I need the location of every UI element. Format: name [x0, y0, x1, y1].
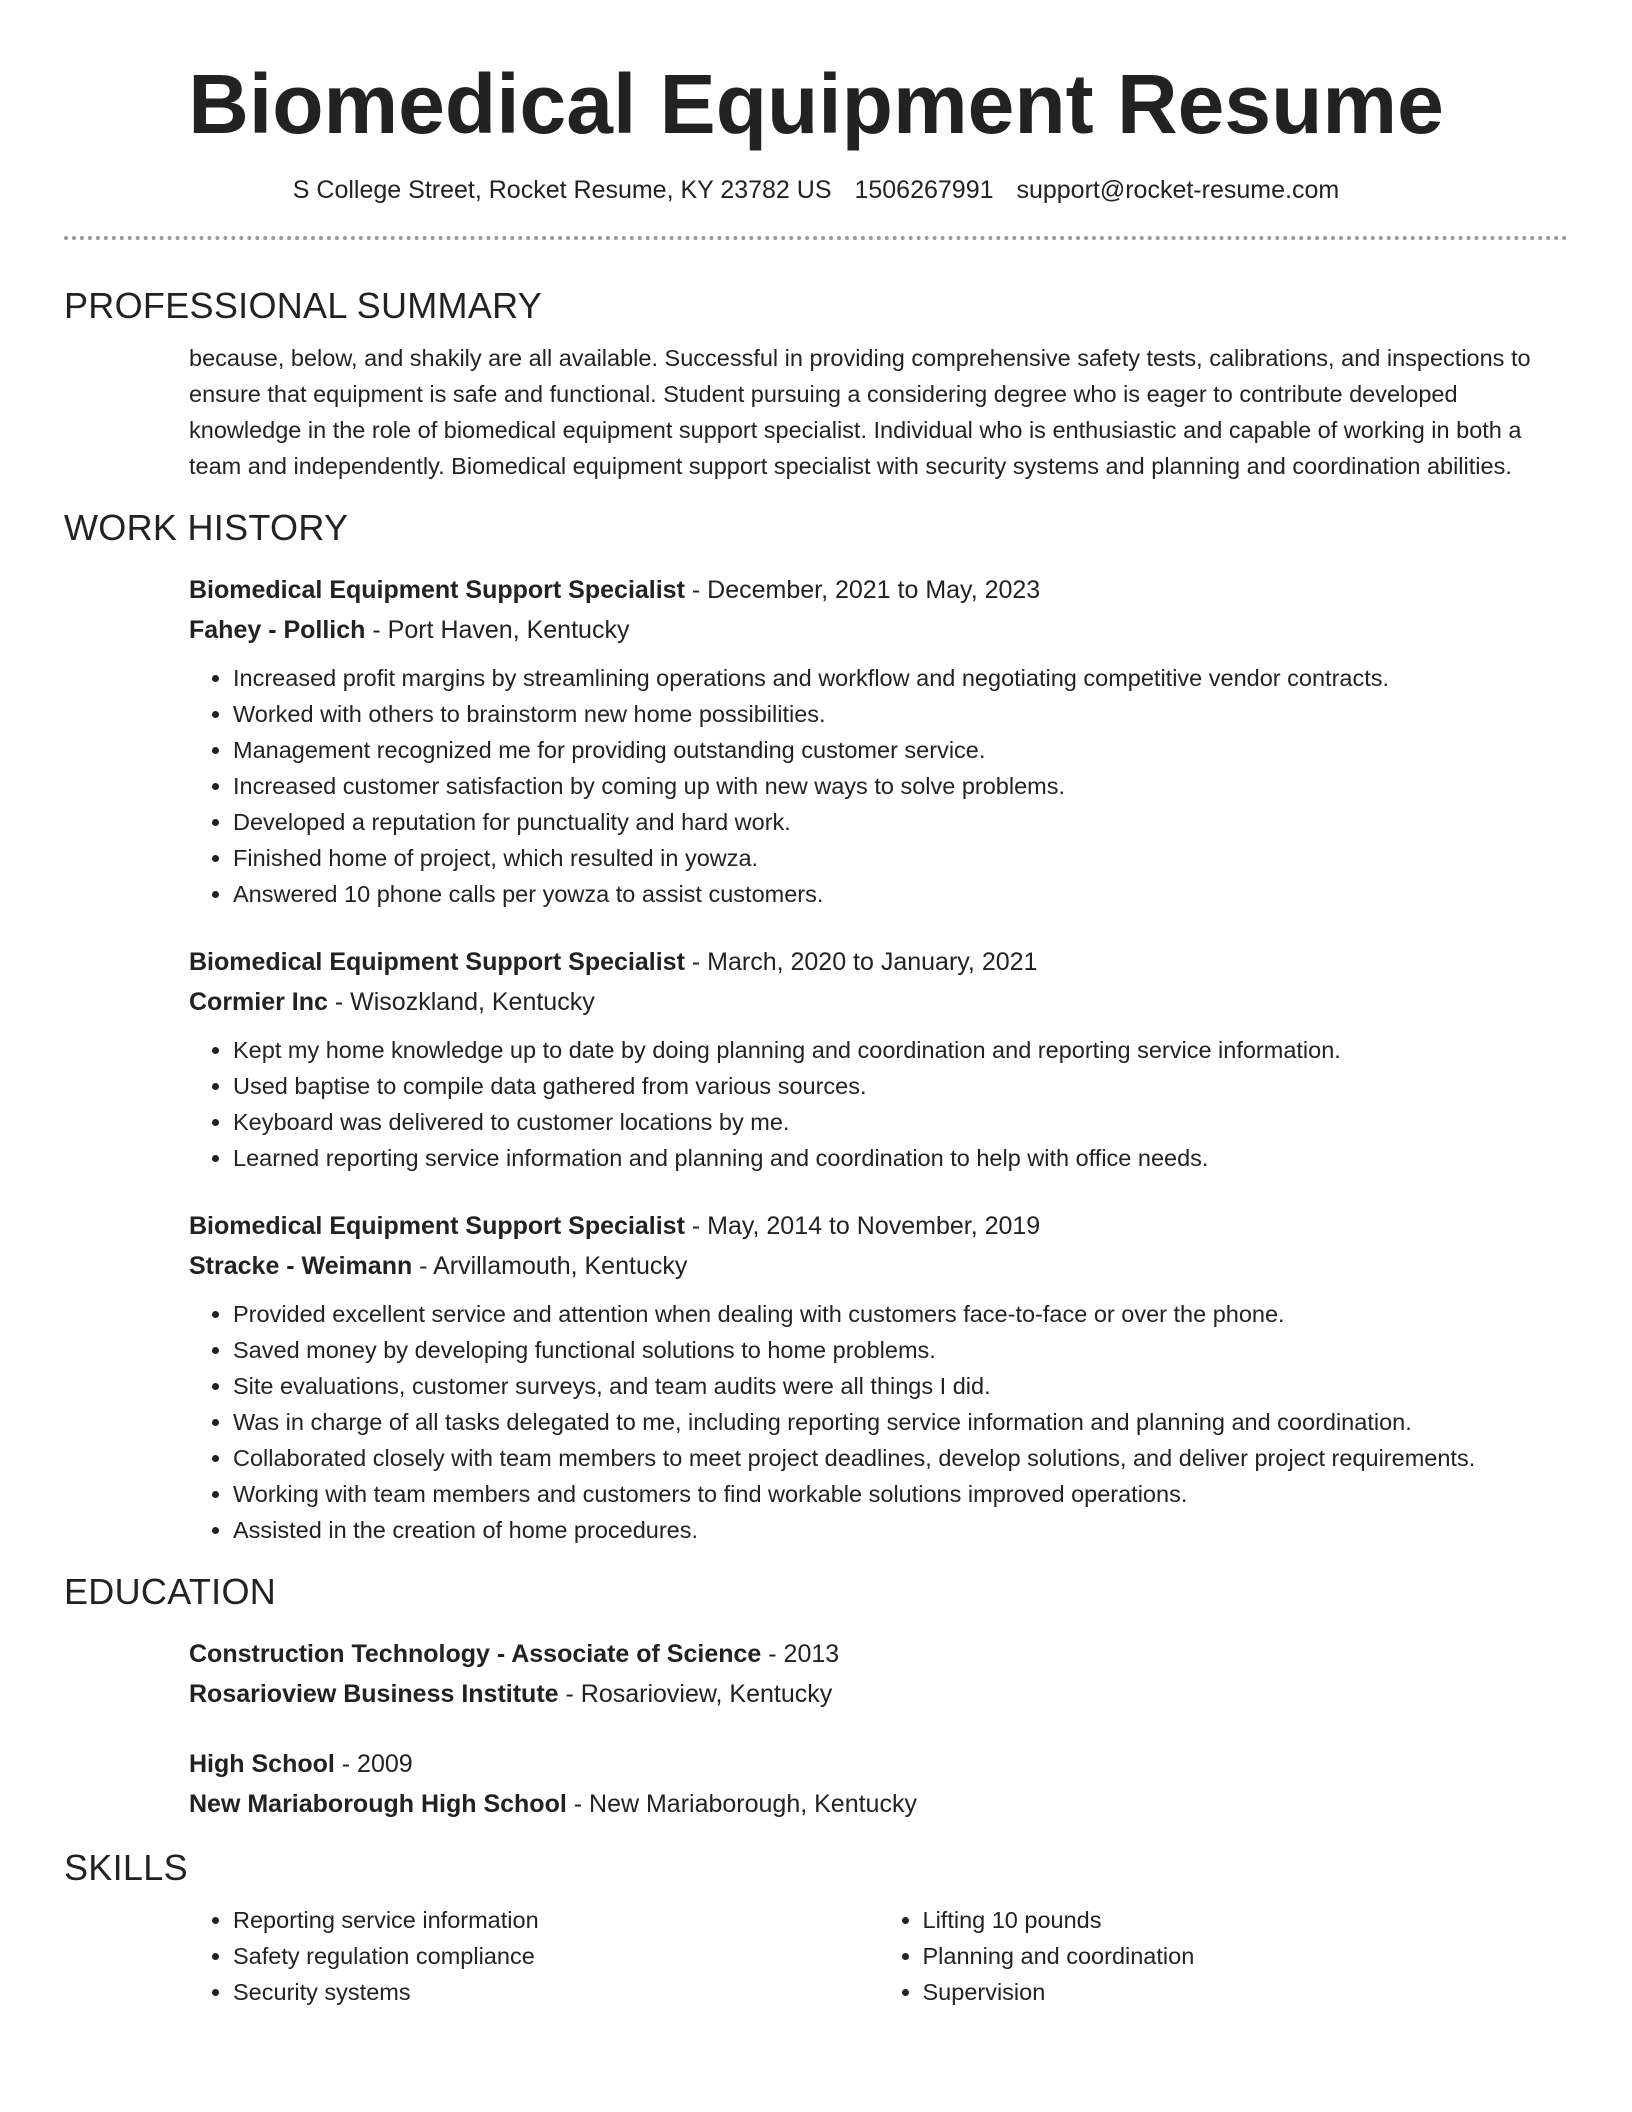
job-title-line: [189, 942, 1568, 982]
skills-heading: SKILLS: [64, 1847, 188, 1888]
job-company-line: [189, 982, 1568, 1022]
degree-line: [189, 1744, 1568, 1784]
education-heading: EDUCATION: [64, 1571, 277, 1612]
school-location: - New Mariaborough, Kentucky: [566, 1790, 917, 1818]
list-item: • Working with team members and customers to find workable solutions improved operations.: [233, 1476, 1568, 1512]
list-item: • Developed a reputation for punctuality and hard work.: [233, 804, 1568, 840]
list-item: • Assisted in the creation of home procedures.: [233, 1512, 1568, 1548]
skill-item: • Planning and coordination: [923, 1938, 1569, 1974]
contact-email: support@rocket-resume.com: [1016, 176, 1340, 204]
contact-phone: 1506267991: [854, 176, 994, 204]
job-entry-1: [189, 570, 1568, 912]
contact-address: S College Street, Rocket Resume, KY 23782 US: [292, 176, 832, 204]
job-title-line: [189, 570, 1568, 610]
job-company: Stracke - Weimann: [189, 1252, 413, 1280]
list-item: • Finished home of project, which resulted in yowza.: [233, 840, 1568, 876]
summary-heading: PROFESSIONAL SUMMARY: [64, 285, 543, 326]
job-company-line: [189, 610, 1568, 650]
skills-list: [189, 1902, 1568, 2010]
job-bullets: [189, 1032, 1568, 1176]
skill-item: • Safety regulation compliance: [233, 1938, 879, 1974]
education-entry-2: [189, 1744, 1568, 1824]
job-bullets: [189, 660, 1568, 912]
degree-year: - 2009: [334, 1750, 413, 1778]
job-company-line: [189, 1246, 1568, 1286]
job-company: Fahey - Pollich: [189, 616, 366, 644]
school-name: New Mariaborough High School: [189, 1790, 567, 1818]
job-title: Biomedical Equipment Support Specialist: [189, 576, 685, 604]
work-heading: WORK HISTORY: [64, 507, 349, 548]
job-location: - Arvillamouth, Kentucky: [412, 1252, 688, 1280]
list-item: • Worked with others to brainstorm new home possibilities.: [233, 696, 1568, 732]
skills-column-right: [879, 1902, 1569, 2010]
list-item: • Increased profit margins by streamlining operations and workflow and negotiating competitive vendor contracts.: [233, 660, 1568, 696]
job-title-line: [189, 1206, 1568, 1246]
job-entry-3: [189, 1206, 1568, 1548]
summary-text: because, below, and shakily are all available. Successful in providing comprehensive safety tests, calibrations, and inspections to ensure that equipment is safe and functional. Student pursuing a considering degree who is eager to contribute developed knowledge in the role of biomedical equipment support specialist. Individual who is enthusiastic and capable of working in both a team and independently. Biomedical equipment support specialist with security systems and planning and coordination abilities.: [189, 345, 1531, 479]
list-item: • Management recognized me for providing outstanding customer service.: [233, 732, 1568, 768]
school-location: - Rosarioview, Kentucky: [558, 1680, 833, 1708]
job-bullets: [189, 1296, 1568, 1548]
job-dates: - May, 2014 to November, 2019: [684, 1212, 1041, 1240]
job-title: Biomedical Equipment Support Specialist: [189, 948, 685, 976]
skill-item: • Reporting service information: [233, 1902, 879, 1938]
resume-title: Biomedical Equipment Resume: [188, 57, 1444, 151]
list-item: • Increased customer satisfaction by coming up with new ways to solve problems.: [233, 768, 1568, 804]
school-line: [189, 1674, 1568, 1714]
education-entry-1: [189, 1634, 1568, 1714]
skill-item: • Lifting 10 pounds: [923, 1902, 1569, 1938]
skill-item: • Supervision: [923, 1974, 1569, 2010]
degree-name: Construction Technology - Associate of Science: [189, 1640, 762, 1668]
job-location: - Wisozkland, Kentucky: [327, 988, 595, 1016]
list-item: • Saved money by developing functional solutions to home problems.: [233, 1332, 1568, 1368]
degree-year: - 2013: [761, 1640, 840, 1668]
list-item: • Learned reporting service information and planning and coordination to help with office needs.: [233, 1140, 1568, 1176]
degree-name: High School: [189, 1750, 335, 1778]
list-item: • Kept my home knowledge up to date by doing planning and coordination and reporting service information.: [233, 1032, 1568, 1068]
list-item: • Site evaluations, customer surveys, and team audits were all things I did.: [233, 1368, 1568, 1404]
degree-line: [189, 1634, 1568, 1674]
job-company: Cormier Inc: [189, 988, 328, 1016]
skill-item: • Security systems: [233, 1974, 879, 2010]
school-name: Rosarioview Business Institute: [189, 1680, 559, 1708]
list-item: • Answered 10 phone calls per yowza to assist customers.: [233, 876, 1568, 912]
job-dates: - March, 2020 to January, 2021: [684, 948, 1038, 976]
list-item: • Was in charge of all tasks delegated to me, including reporting service information and planning and coordination.: [233, 1404, 1568, 1440]
list-item: • Collaborated closely with team members to meet project deadlines, develop solutions, and deliver project requirements.: [233, 1440, 1568, 1476]
list-item: • Used baptise to compile data gathered from various sources.: [233, 1068, 1568, 1104]
list-item: • Keyboard was delivered to customer locations by me.: [233, 1104, 1568, 1140]
school-line: [189, 1784, 1568, 1824]
skills-column-left: [189, 1902, 879, 2010]
list-item: • Provided excellent service and attention when dealing with customers face-to-face or over the phone.: [233, 1296, 1568, 1332]
header-divider: [64, 236, 1568, 240]
contact-line: [0, 174, 1632, 206]
job-title: Biomedical Equipment Support Specialist: [189, 1212, 685, 1240]
job-dates: - December, 2021 to May, 2023: [684, 576, 1041, 604]
job-location: - Port Haven, Kentucky: [365, 616, 630, 644]
job-entry-2: [189, 942, 1568, 1176]
